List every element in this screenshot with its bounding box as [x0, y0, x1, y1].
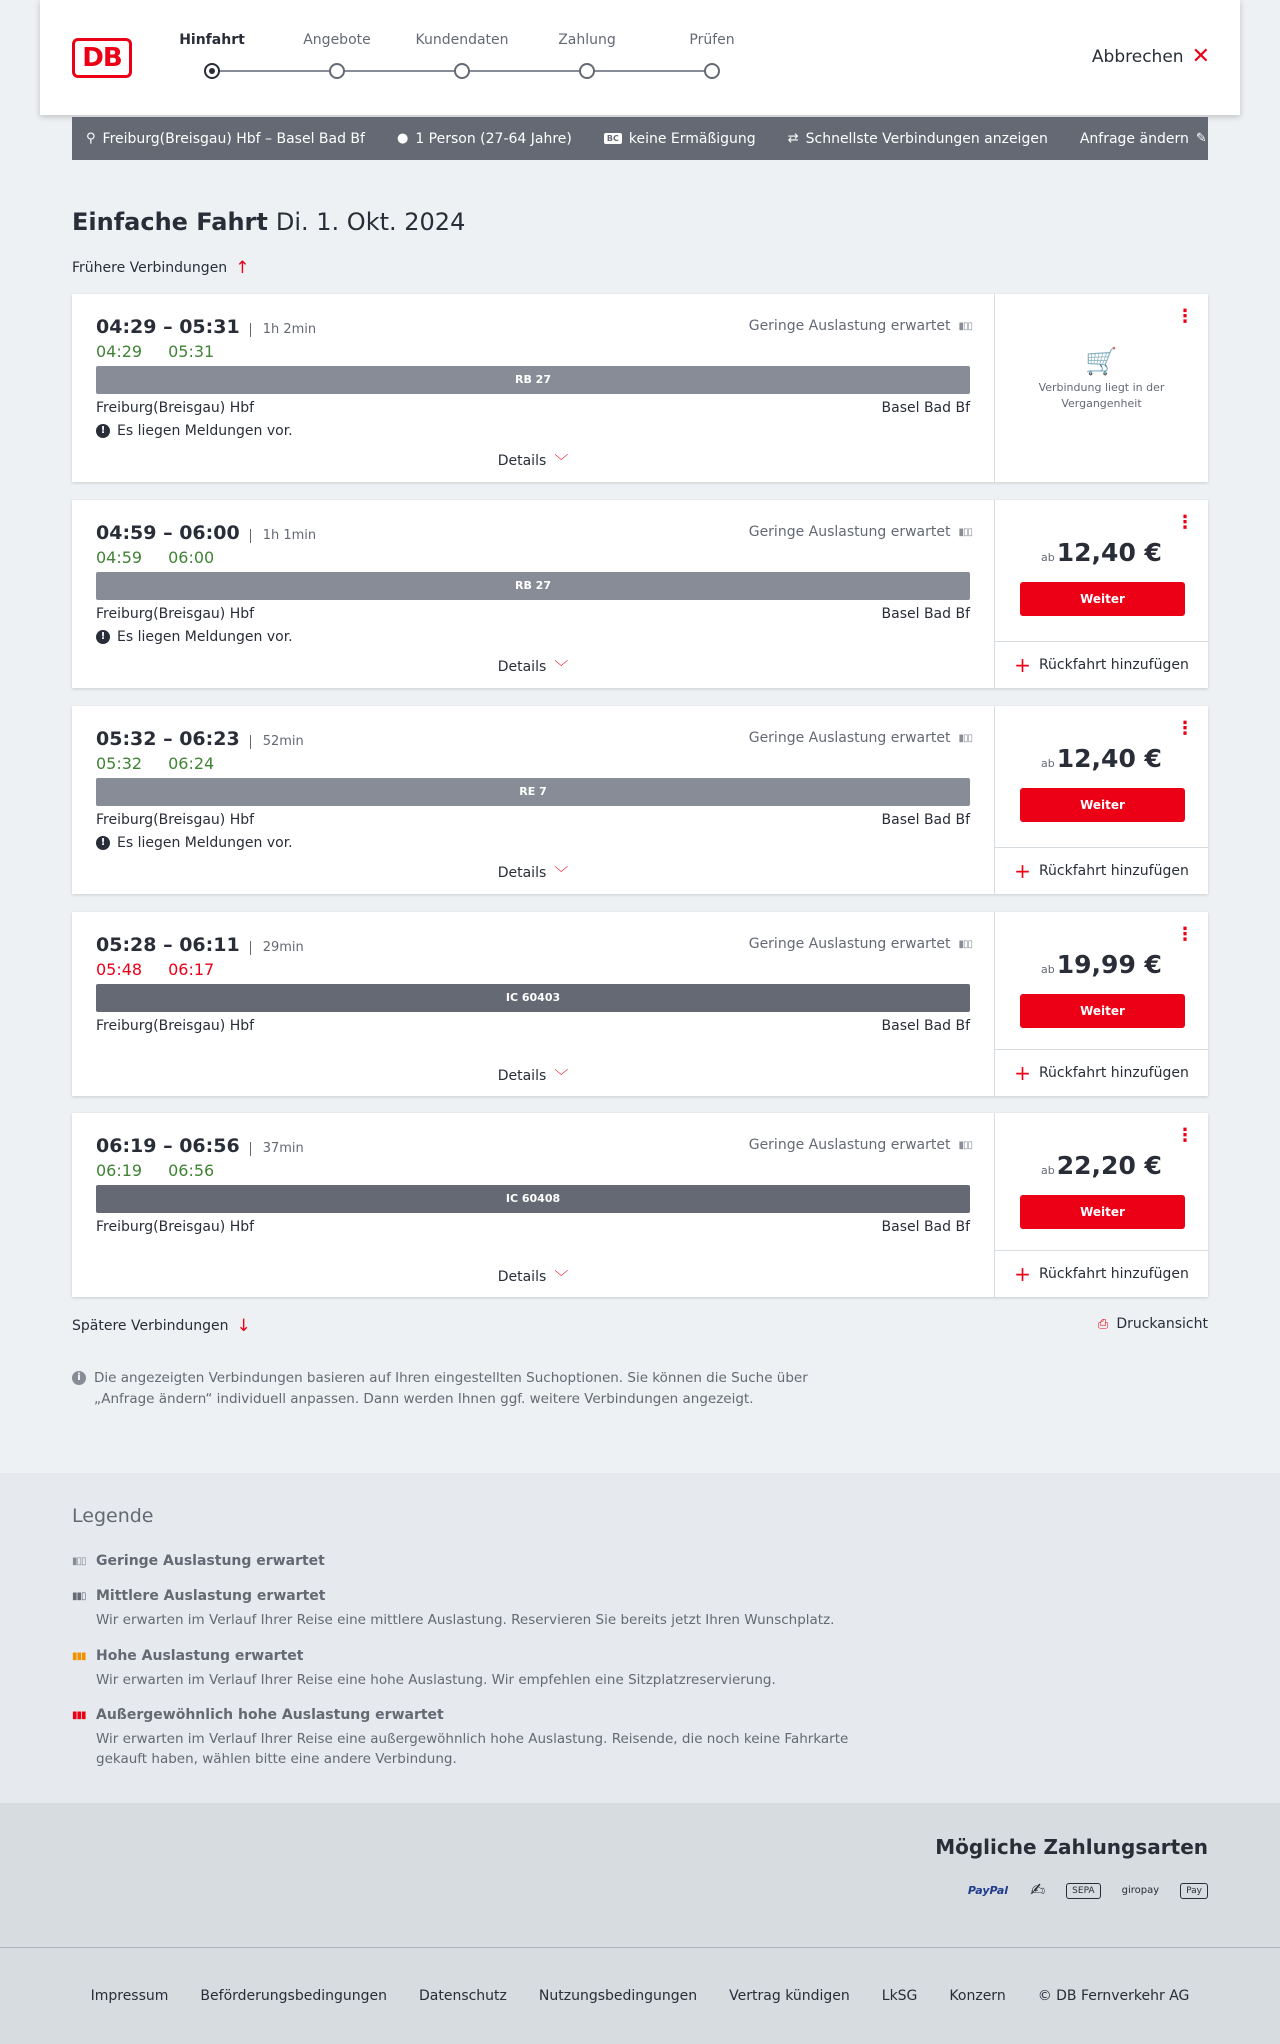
- payment-icons: [967, 1879, 1208, 1902]
- details-toggle[interactable]: Details ﹀: [497, 1269, 569, 1286]
- footer-copyright: © DB Fernverkehr AG: [1037, 1988, 1190, 2004]
- legend-item: ▮▮▮ Außergewöhnlich hohe Auslastung erwartet Wir erwarten im Verlauf Ihrer Reise eine außergewöhnlich hohe Auslastung. Reisende, die noch keine Fahrkarte gekauft haben, wählen bitte eine andere Verbindung.: [72, 1707, 849, 1767]
- legend-item: ▮▯▯ Geringe Auslastung erwartet: [72, 1553, 325, 1569]
- fastest-option: ⇄ Schnellste Verbindungen anzeigen: [787, 130, 1048, 147]
- cart-unavailable-icon: 🛒: [1085, 347, 1118, 377]
- chevron-down-icon: ﹀: [554, 1270, 569, 1286]
- offer-panel: [995, 294, 1208, 482]
- train-bar: RB 27: [96, 366, 970, 394]
- notice: ! Es liegen Meldungen vor.: [96, 835, 293, 851]
- footer-link-impressum[interactable]: Impressum: [90, 1988, 169, 2004]
- add-return-button[interactable]: + Rückfahrt hinzufügen: [995, 1250, 1208, 1297]
- arrow-down-icon: ↓: [236, 1316, 251, 1336]
- notice: ! Es liegen Meldungen vor.: [96, 629, 293, 645]
- search-summary-bar: [72, 117, 1208, 160]
- realtime-times: 04:29 05:31: [96, 342, 215, 361]
- occupancy-low-icon: ▮▯▯: [958, 526, 972, 538]
- route-summary: ⚲ Freiburg(Breisgau) Hbf – Basel Bad Bf: [86, 130, 365, 147]
- duration: 29min: [250, 941, 304, 955]
- add-return-button[interactable]: + Rückfahrt hinzufügen: [995, 641, 1208, 688]
- more-options-icon[interactable]: ⋮: [1176, 924, 1194, 945]
- occupancy-indicator: Geringe Auslastung erwartet ▮▯▯: [748, 730, 972, 746]
- realtime-times: 05:48 06:17: [96, 960, 215, 979]
- offer-panel: [995, 500, 1208, 688]
- header: [40, 0, 1240, 115]
- legend-item: ▮▮▮ Hohe Auslastung erwartet Wir erwarten im Verlauf Ihrer Reise eine hohe Auslastung. Wir empfehlen eine Sitzplatzreservierung.: [72, 1648, 776, 1688]
- continue-button[interactable]: Weiter: [1020, 788, 1185, 822]
- occupancy-low-icon: ▮▯▯: [72, 1555, 86, 1567]
- giropay-icon: giropay: [1121, 1885, 1160, 1896]
- occupancy-indicator: Geringe Auslastung erwartet ▮▯▯: [748, 936, 972, 952]
- price: ab12,40 €: [1041, 744, 1162, 773]
- occupancy-indicator: Geringe Auslastung erwartet ▮▯▯: [748, 524, 972, 540]
- destination-station: Basel Bad Bf: [881, 1219, 970, 1235]
- train-bar: IC 60408: [96, 1185, 970, 1213]
- step-kundendaten[interactable]: Kundendaten: [412, 32, 512, 79]
- offer-panel: [995, 912, 1208, 1096]
- continue-button[interactable]: Weiter: [1020, 994, 1185, 1028]
- connection-info[interactable]: [72, 912, 995, 1096]
- destination-station: Basel Bad Bf: [881, 400, 970, 416]
- connection-info[interactable]: [72, 1113, 995, 1297]
- alert-icon: !: [96, 630, 110, 644]
- connection-card: [72, 294, 1208, 482]
- legend: [0, 1473, 1280, 1803]
- train-bar: RE 7: [96, 778, 970, 806]
- occupancy-extreme-icon: ▮▮▮: [72, 1709, 86, 1721]
- legend-title: Legende: [72, 1505, 154, 1527]
- step-dot: [454, 63, 470, 79]
- plus-icon: +: [1014, 653, 1031, 677]
- price: ab22,20 €: [1041, 1151, 1162, 1180]
- occupancy-high-icon: ▮▮▮: [72, 1650, 86, 1662]
- location-pin-icon: ⚲: [86, 131, 96, 146]
- duration: 52min: [250, 735, 304, 749]
- destination-station: Basel Bad Bf: [881, 812, 970, 828]
- duration: 37min: [250, 1142, 304, 1156]
- planned-times: 04:29 – 05:31 1h 2min: [96, 316, 317, 338]
- paypal-icon: PayPal: [967, 1884, 1009, 1897]
- footer-link-lksg[interactable]: LkSG: [881, 1988, 918, 2004]
- footer-link-nutzungsbedingungen[interactable]: Nutzungsbedingungen: [538, 1988, 698, 2004]
- destination-station: Basel Bad Bf: [881, 1018, 970, 1034]
- chevron-down-icon: ﹀: [554, 454, 569, 470]
- offer-panel: [995, 1113, 1208, 1297]
- plus-icon: +: [1014, 859, 1031, 883]
- step-dot: [579, 63, 595, 79]
- info-icon: i: [72, 1371, 86, 1385]
- realtime-times: 05:32 06:24: [96, 754, 215, 773]
- continue-button[interactable]: Weiter: [1020, 582, 1185, 616]
- connection-card: [72, 500, 1208, 688]
- connection-card: [72, 1113, 1208, 1297]
- close-icon: ✕: [1191, 44, 1210, 69]
- step-dot: [204, 63, 220, 79]
- occupancy-indicator: Geringe Auslastung erwartet ▮▯▯: [748, 1137, 972, 1153]
- chevron-down-icon: ﹀: [554, 1069, 569, 1085]
- more-options-icon[interactable]: ⋮: [1176, 306, 1194, 327]
- plus-icon: +: [1014, 1061, 1031, 1085]
- legend-item: ▮▮▯ Mittlere Auslastung erwartet Wir erwarten im Verlauf Ihrer Reise eine mittlere Auslastung. Reservieren Sie bereits jetzt Ihren Wunschplatz.: [72, 1588, 835, 1628]
- step-angebote[interactable]: Angebote: [287, 32, 387, 79]
- occupancy-medium-icon: ▮▮▯: [72, 1590, 86, 1602]
- connection-info[interactable]: [72, 294, 995, 482]
- planned-times: 05:28 – 06:11 29min: [96, 934, 304, 956]
- planned-times: 05:32 – 06:23 52min: [96, 728, 304, 750]
- origin-station: Freiburg(Breisgau) Hbf: [96, 1219, 255, 1235]
- arrow-up-icon: ↑: [235, 258, 250, 278]
- bahncard-icon: BC: [604, 133, 622, 144]
- price: ab19,99 €: [1041, 950, 1162, 979]
- apple-pay-icon: Pay: [1180, 1883, 1208, 1899]
- train-bar: RB 27: [96, 572, 970, 600]
- realtime-times: 06:19 06:56: [96, 1161, 215, 1180]
- discount-summary: BC keine Ermäßigung: [604, 131, 756, 147]
- footer-link-befoerderungsbedingungen[interactable]: Beförderungsbedingungen: [200, 1988, 387, 2004]
- db-logo[interactable]: DB: [72, 38, 132, 78]
- chevron-down-icon: ﹀: [554, 660, 569, 676]
- earlier-connections-link[interactable]: Frühere Verbindungen ↑: [72, 258, 250, 278]
- person-icon: ●: [396, 131, 409, 146]
- origin-station: Freiburg(Breisgau) Hbf: [96, 812, 255, 828]
- step-hinfahrt[interactable]: Hinfahrt: [162, 32, 262, 79]
- details-toggle[interactable]: Details ﹀: [497, 1068, 569, 1085]
- details-toggle[interactable]: Details ﹀: [497, 865, 569, 882]
- print-view-link[interactable]: ⎙ Druckansicht: [1097, 1316, 1208, 1332]
- printer-icon: ⎙: [1097, 1316, 1109, 1332]
- chevron-down-icon: ﹀: [554, 866, 569, 882]
- more-options-icon[interactable]: ⋮: [1176, 1125, 1194, 1146]
- realtime-times: 04:59 06:00: [96, 548, 215, 567]
- progress-steps: [179, 32, 752, 92]
- pencil-icon: ✎: [1195, 131, 1207, 146]
- plus-icon: +: [1014, 1262, 1031, 1286]
- search-info: i Die angezeigten Verbindungen basieren auf Ihren eingestellten Suchoptionen. Sie können die Suche über „Anfrage ändern“ individuell anpassen. Dann werden Ihnen ggf. weitere Verbindungen angezeigt.: [72, 1368, 852, 1410]
- sepa-icon: SEPA: [1066, 1883, 1100, 1899]
- add-return-button[interactable]: + Rückfahrt hinzufügen: [995, 847, 1208, 894]
- connection-info[interactable]: [72, 706, 995, 894]
- step-zahlung[interactable]: Zahlung: [537, 32, 637, 79]
- payment-title: Mögliche Zahlungsarten: [935, 1835, 1208, 1859]
- occupancy-low-icon: ▮▯▯: [958, 1139, 972, 1151]
- footer-link-datenschutz[interactable]: Datenschutz: [418, 1988, 507, 2004]
- footer-link-konzern[interactable]: Konzern: [949, 1988, 1006, 2004]
- planned-times: 06:19 – 06:56 37min: [96, 1135, 304, 1157]
- alert-icon: !: [96, 836, 110, 850]
- occupancy-low-icon: ▮▯▯: [958, 938, 972, 950]
- occupancy-low-icon: ▮▯▯: [958, 732, 972, 744]
- connection-card: [72, 706, 1208, 894]
- cancel-label: Abbrechen: [1091, 47, 1184, 67]
- page-title: Einfache Fahrt Di. 1. Okt. 2024: [72, 208, 466, 236]
- train-bar: IC 60403: [96, 984, 970, 1012]
- occupancy-low-icon: ▮▯▯: [958, 320, 972, 332]
- origin-station: Freiburg(Breisgau) Hbf: [96, 1018, 255, 1034]
- notice: ! Es liegen Meldungen vor.: [96, 423, 293, 439]
- past-connection-notice: 🛒 Verbindung liegt in der Vergangenheit: [995, 354, 1208, 412]
- connection-card: [72, 912, 1208, 1096]
- duration: 1h 2min: [250, 323, 316, 337]
- occupancy-indicator: Geringe Auslastung erwartet ▮▯▯: [748, 318, 972, 334]
- step-pruefen[interactable]: Prüfen: [662, 32, 762, 79]
- details-toggle[interactable]: Details ﹀: [497, 453, 569, 470]
- planned-times: 04:59 – 06:00 1h 1min: [96, 522, 317, 544]
- edit-search-button[interactable]: Anfrage ändern ✎: [1079, 130, 1207, 147]
- step-dot: [329, 63, 345, 79]
- duration: 1h 1min: [250, 529, 316, 543]
- footer-link-vertrag-kuendigen[interactable]: Vertrag kündigen: [729, 1988, 850, 2004]
- swap-arrows-icon: ⇄: [787, 131, 799, 146]
- continue-button[interactable]: Weiter: [1020, 1195, 1185, 1229]
- credit-card-icon: ✍: [1030, 1880, 1046, 1901]
- cancel-button[interactable]: [1092, 46, 1210, 68]
- alert-icon: !: [96, 424, 110, 438]
- more-options-icon[interactable]: ⋮: [1176, 718, 1194, 739]
- add-return-button[interactable]: + Rückfahrt hinzufügen: [995, 1049, 1208, 1096]
- destination-station: Basel Bad Bf: [881, 606, 970, 622]
- offer-panel: [995, 706, 1208, 894]
- payment-methods: [0, 1803, 1280, 1948]
- step-dot: [704, 63, 720, 79]
- details-toggle[interactable]: Details ﹀: [497, 659, 569, 676]
- footer: [0, 1948, 1280, 2044]
- travellers-summary: ● 1 Person (27-64 Jahre): [396, 130, 572, 147]
- price: ab12,40 €: [1041, 538, 1162, 567]
- connection-info[interactable]: [72, 500, 995, 688]
- more-options-icon[interactable]: ⋮: [1176, 512, 1194, 533]
- later-connections-link[interactable]: Spätere Verbindungen ↓: [72, 1316, 251, 1336]
- origin-station: Freiburg(Breisgau) Hbf: [96, 400, 255, 416]
- origin-station: Freiburg(Breisgau) Hbf: [96, 606, 255, 622]
